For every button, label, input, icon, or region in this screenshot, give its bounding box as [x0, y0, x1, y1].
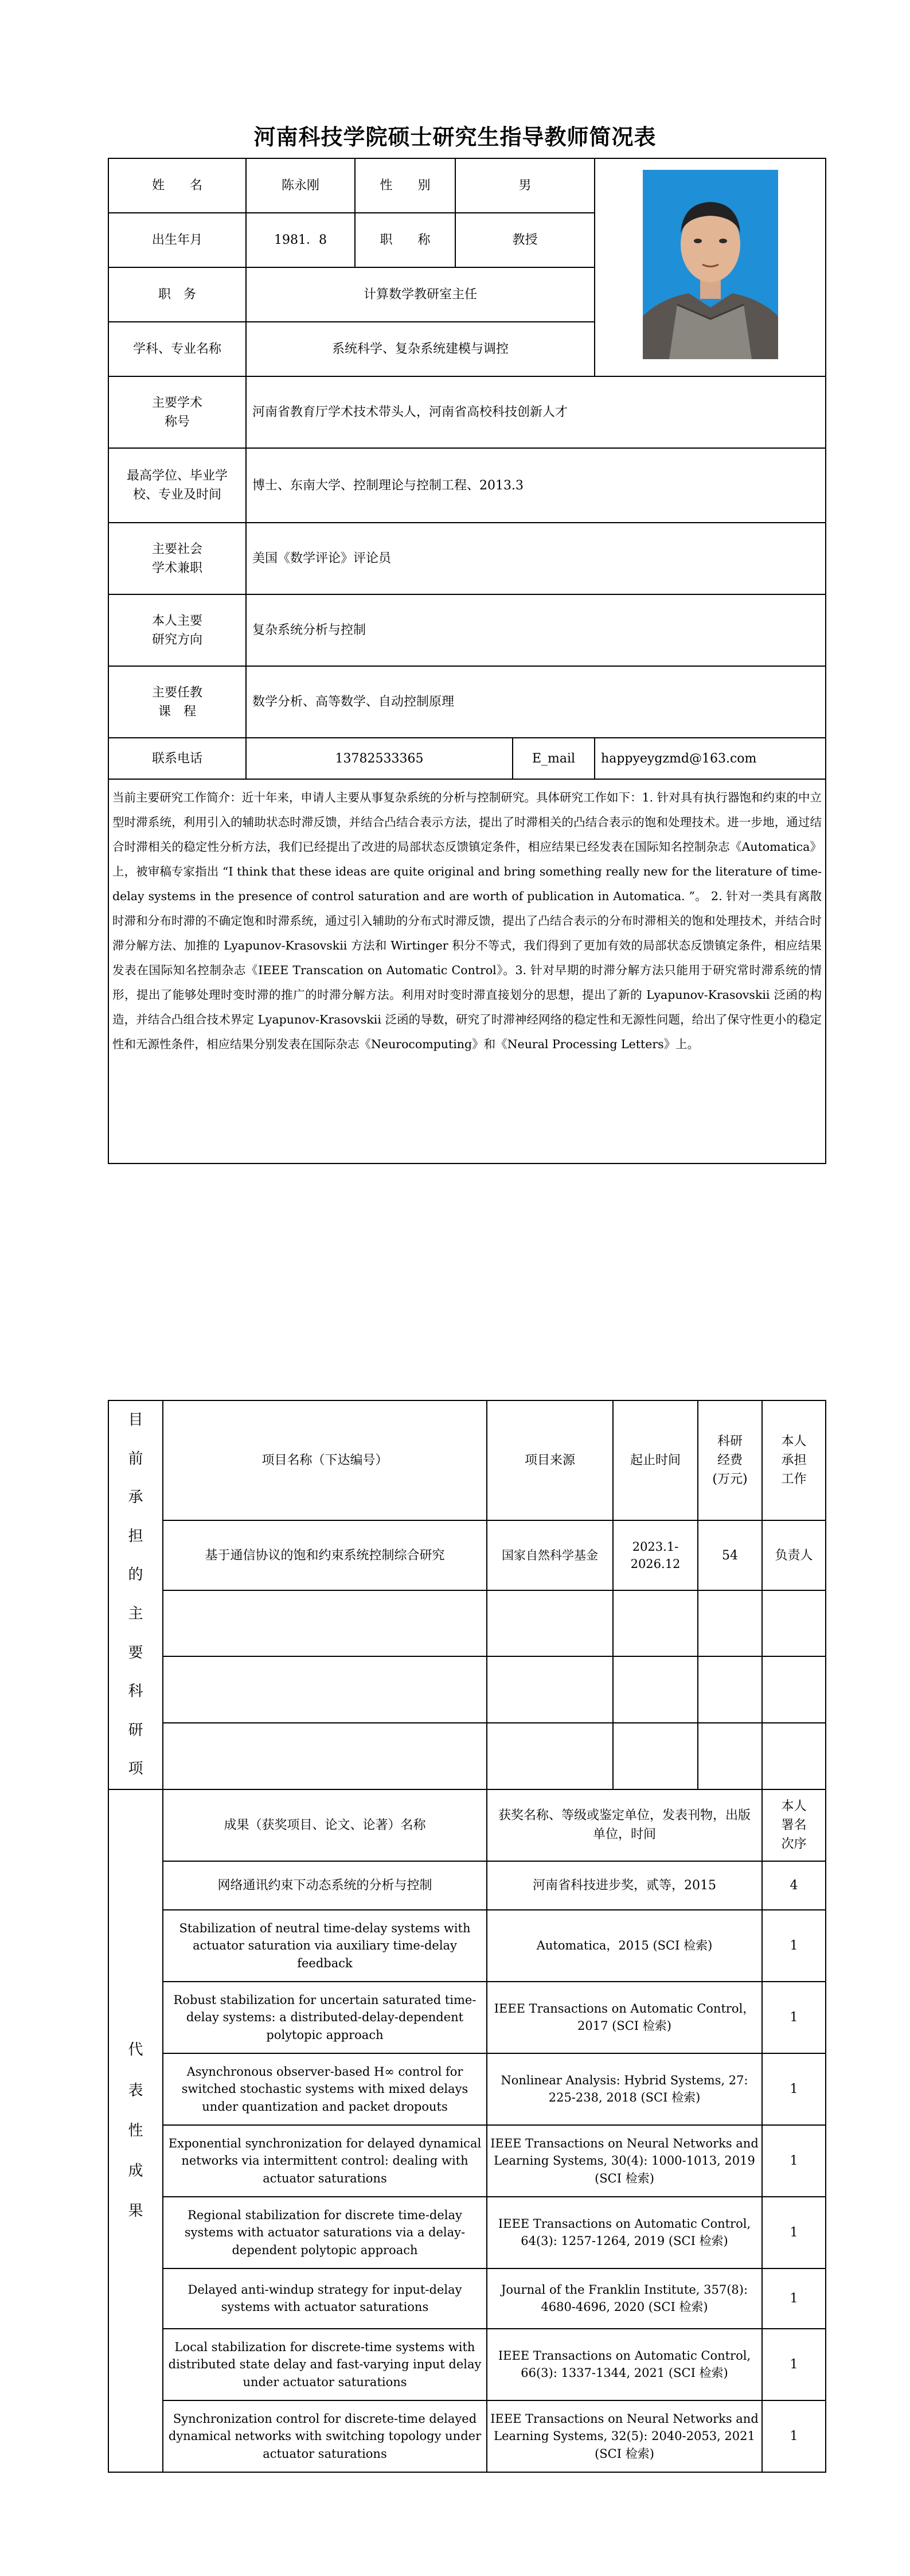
email-value: happyeygzmd@163.com — [595, 738, 826, 779]
achievement-order: 1 — [762, 2197, 826, 2268]
projects-header-time: 起止时间 — [613, 1400, 698, 1520]
projects-header-name: 项目名称（下达编号） — [163, 1400, 487, 1520]
achievement-name: Stabilization of neutral time-delay systems with actuator saturation via auxiliary time-delay feedback — [163, 1910, 487, 1982]
achievement-source: IEEE Transactions on Automatic Control，2017 (SCI 检索) — [487, 1982, 762, 2053]
achievement-name: Asynchronous observer-based H∞ control for switched stochastic systems with mixed delays under quantization and packet dropouts — [163, 2053, 487, 2125]
projects-side-char: 承 — [128, 1489, 143, 1507]
achievement-source: IEEE Transactions on Neural Networks and Learning Systems, 32(5): 2040-2053, 2021 (SCI 检索) — [487, 2400, 762, 2472]
document-title: 河南科技学院硕士研究生指导教师简况表 — [253, 124, 657, 150]
research-value: 复杂系统分析与控制 — [246, 594, 826, 666]
achievement-order: 1 — [762, 2400, 826, 2472]
portrait-illustration — [643, 170, 778, 359]
discipline-value: 系统科学、复杂系统建模与调控 — [246, 322, 595, 376]
order-header-line: 本人 — [781, 1799, 807, 1814]
achievements-side-char: 成 — [128, 2162, 143, 2180]
achievements-side-label — [108, 1789, 163, 2472]
social-label-line1: 主要社会 — [151, 542, 202, 557]
order-header-line: 署名 — [781, 1818, 807, 1832]
funding-header-line: 经费 — [717, 1453, 743, 1468]
achievement-source: Nonlinear Analysis: Hybrid Systems, 27: 225-238, 2018 (SCI 检索) — [487, 2053, 762, 2125]
email-label: E_mail — [513, 738, 595, 779]
photo-cell — [595, 158, 826, 376]
academic-title-label — [108, 376, 246, 448]
achievements-side-char: 果 — [128, 2203, 143, 2220]
project-name — [163, 1656, 487, 1723]
phone-value: 13782533365 — [246, 738, 513, 779]
role-header-line: 承担 — [781, 1453, 807, 1468]
project-role — [762, 1590, 826, 1657]
projects-side-char: 担 — [128, 1527, 143, 1545]
project-funding: 54 — [698, 1520, 762, 1590]
achievements-header-name: 成果（获奖项目、论文、论著）名称 — [163, 1789, 487, 1861]
projects-header-source: 项目来源 — [487, 1400, 613, 1520]
achievement-order: 1 — [762, 2125, 826, 2197]
gender-value: 男 — [455, 158, 595, 213]
title-value: 教授 — [455, 213, 595, 267]
project-name — [163, 1590, 487, 1657]
achievement-source: IEEE Transactions on Automatic Control, 64(3): 1257-1264, 2019 (SCI 检索) — [487, 2197, 762, 2268]
projects-achievements-table — [108, 1400, 826, 2473]
project-funding — [698, 1723, 762, 1789]
academic-title-label-line2: 称号 — [164, 414, 190, 429]
basic-info-table — [108, 158, 826, 1164]
social-label-line2: 学术兼职 — [151, 561, 202, 575]
project-time — [613, 1590, 698, 1657]
social-value: 美国《数学评论》评论员 — [246, 523, 826, 594]
projects-side-char: 项 — [128, 1760, 143, 1778]
project-funding — [698, 1590, 762, 1657]
title-label: 职 称 — [355, 213, 455, 267]
projects-side-char: 主 — [128, 1605, 143, 1622]
projects-side-char: 目 — [128, 1411, 143, 1429]
projects-side-char: 科 — [128, 1683, 143, 1701]
achievements-header-order — [762, 1789, 826, 1861]
project-source: 国家自然科学基金 — [487, 1520, 613, 1590]
achievement-source: IEEE Transactions on Automatic Control, 66(3): 1337-1344, 2021 (SCI 检索) — [487, 2329, 762, 2400]
courses-value: 数学分析、高等数学、自动控制原理 — [246, 666, 826, 738]
achievement-order: 1 — [762, 2268, 826, 2329]
project-time — [613, 1723, 698, 1789]
achievement-order: 1 — [762, 1982, 826, 2053]
projects-side-char: 的 — [128, 1566, 143, 1584]
social-label — [108, 523, 246, 594]
role-header-line: 本人 — [781, 1434, 807, 1449]
projects-side-char: 要 — [128, 1644, 143, 1661]
project-role: 负责人 — [762, 1520, 826, 1590]
degree-label-line1: 最高学位、毕业学 — [126, 469, 228, 483]
degree-label-line2: 校、专业及时间 — [132, 488, 221, 502]
achievement-name: Delayed anti-windup strategy for input-delay systems with actuator saturations — [163, 2268, 487, 2329]
position-label: 职 务 — [108, 267, 246, 322]
courses-label-line2: 课 程 — [158, 704, 196, 719]
achievements-header-source: 获奖名称、等级或鉴定单位，发表刊物，出版单位，时间 — [487, 1789, 762, 1861]
achievements-side-char: 性 — [128, 2122, 143, 2139]
achievement-name: Robust stabilization for uncertain saturated time-delay systems: a distributed-delay-dependent polytopic approach — [163, 1982, 487, 2053]
achievements-side-char: 表 — [128, 2081, 143, 2099]
research-label-line1: 本人主要 — [151, 613, 202, 628]
achievement-name: Synchronization control for discrete-time delayed dynamical networks with switching topology under actuator saturations — [163, 2400, 487, 2472]
research-summary: 当前主要研究工作简介：近十年来，申请人主要从事复杂系统的分析与控制研究。具体研究工作如下：1. 针对具有执行器饱和约束的中立型时滞系统，利用引入的辅助状态时滞反馈，并结合凸结合表示方法，提出了时滞相关的凸结合表示的饱和处理技术。进一步地，通过结合时滞相关的稳定性分析方法，我们已经提出了改进的局部状态反馈镇定条件，相应结果已经发表在国际知名控制杂志《Automatica》上，被审稿专家指出 “I think that these ideas are quite original and bring something really new for the literature of time-delay systems in the presence of control saturation and are worth of publication in Automatica. ”。 2. 针对一类具有离散时滞和分布时滞的不确定饱和时滞系统，通过引入辅助的分布式时滞反馈，提出了凸结合表示的分布时滞相关的饱和处理技术，并结合时滞分解方法、加推的 Lyapunov-Krasovskii 方法和 Wirtinger 积分不等式，我们得到了更加有效的局部状态反馈镇定条件，相应结果发表在国际知名控制杂志《IEEE Transcation on Automatic Control》。3. 针对早期的时滞分解方法只能用于研究常时滞系统的情形，提出了能够处理时变时滞的推广的时滞分解方法。利用对时变时滞直接划分的思想，提出了新的 Lyapunov-Krasovskii 泛函的构造，并结合凸组合技术界定 Lyapunov-Krasovskii 泛函的导数，研究了时滞神经网络的稳定性和无源性问题，给出了保守性更小的稳定性和无源性条件，相应结果分别发表在国际杂志《Neurocomputing》和《Neural Processing Letters》上。 — [108, 779, 826, 1164]
degree-label — [108, 448, 246, 523]
order-header-line: 次序 — [781, 1836, 807, 1851]
name-label: 姓 名 — [108, 158, 246, 213]
project-time: 2023.1-2026.12 — [613, 1520, 698, 1590]
funding-header-line: 科研 — [717, 1434, 743, 1449]
project-source — [487, 1723, 613, 1789]
achievement-source: Automatica，2015 (SCI 检索) — [487, 1910, 762, 1982]
funding-header-line: (万元) — [712, 1472, 748, 1487]
academic-title-label-line1: 主要学术 — [151, 395, 202, 410]
position-value: 计算数学教研室主任 — [246, 267, 595, 322]
project-role — [762, 1656, 826, 1723]
name-value: 陈永刚 — [246, 158, 355, 213]
achievement-name: 网络通讯约束下动态系统的分析与控制 — [163, 1861, 487, 1910]
role-header-line: 工作 — [781, 1472, 807, 1487]
achievement-source: IEEE Transactions on Neural Networks and Learning Systems, 30(4): 1000-1013, 2019 (SCI 检索) — [487, 2125, 762, 2197]
portrait-photo — [643, 170, 778, 359]
project-name — [163, 1723, 487, 1789]
projects-side-char: 前 — [128, 1450, 143, 1468]
gender-label: 性 别 — [355, 158, 455, 213]
projects-header-funding — [698, 1400, 762, 1520]
achievement-name: Local stabilization for discrete-time systems with distributed state delay and fast-varying input delay under actuator saturations — [163, 2329, 487, 2400]
projects-side-label — [108, 1400, 163, 1789]
achievement-source: 河南省科技进步奖，贰等，2015 — [487, 1861, 762, 1910]
project-source — [487, 1656, 613, 1723]
birth-value: 1981．8 — [246, 213, 355, 267]
achievement-order: 1 — [762, 1910, 826, 1982]
achievement-source: Journal of the Franklin Institute, 357(8): 4680-4696, 2020 (SCI 检索) — [487, 2268, 762, 2329]
academic-title-value: 河南省教育厅学术技术带头人，河南省高校科技创新人才 — [246, 376, 826, 448]
achievements-side-char: 代 — [128, 2041, 143, 2059]
achievement-name: Exponential synchronization for delayed dynamical networks via intermittent control: dealing with actuator saturations — [163, 2125, 487, 2197]
project-role — [762, 1723, 826, 1789]
achievement-order: 1 — [762, 2329, 826, 2400]
projects-side-char: 研 — [128, 1721, 143, 1739]
project-time — [613, 1656, 698, 1723]
project-funding — [698, 1656, 762, 1723]
projects-header-role — [762, 1400, 826, 1520]
courses-label-line1: 主要任教 — [151, 685, 202, 700]
courses-label — [108, 666, 246, 738]
project-name: 基于通信协议的饱和约束系统控制综合研究 — [163, 1520, 487, 1590]
achievement-order: 4 — [762, 1861, 826, 1910]
achievement-order: 1 — [762, 2053, 826, 2125]
research-label-line2: 研究方向 — [151, 632, 202, 647]
discipline-label: 学科、专业名称 — [108, 322, 246, 376]
birth-label: 出生年月 — [108, 213, 246, 267]
degree-value: 博士、东南大学、控制理论与控制工程、2013.3 — [246, 448, 826, 523]
achievement-name: Regional stabilization for discrete time-delay systems with actuator saturations via a delay-dependent polytopic approach — [163, 2197, 487, 2268]
research-label — [108, 594, 246, 666]
project-source — [487, 1590, 613, 1657]
phone-label: 联系电话 — [108, 738, 246, 779]
